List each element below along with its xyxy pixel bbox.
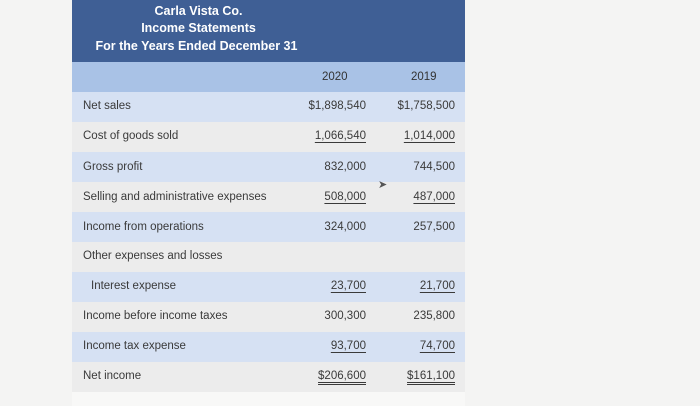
row-label-income-tax: Income tax expense — [83, 340, 186, 352]
year-header-band — [72, 62, 465, 92]
income-operations-2020: 324,000 — [324, 221, 366, 233]
interest-expense-2020: 23,700 — [330, 280, 366, 292]
statement-period: For the Years Ended December 31 — [95, 39, 298, 53]
row-label-income-operations: Income from operations — [83, 221, 204, 233]
cogs-2020: 1,066,540 — [314, 130, 366, 142]
row-label-net-income: Net income — [83, 370, 142, 382]
gross-profit-2019: 744,500 — [413, 161, 455, 173]
row-label-other-expenses: Other expenses and losses — [83, 250, 223, 262]
income-before-taxes-2019: 235,800 — [413, 310, 455, 322]
row-label-interest-expense: Interest expense — [91, 280, 177, 292]
selling-admin-2019: 487,000 — [413, 191, 455, 203]
row-label-cogs: Cost of goods sold — [83, 130, 179, 142]
year-2019-header: 2019 — [411, 71, 437, 83]
cogs-2019: 1,014,000 — [403, 130, 455, 142]
income-tax-2019: 74,700 — [419, 340, 455, 352]
net-income-2020: $206,600 — [318, 370, 366, 382]
income-before-taxes-2020: 300,300 — [324, 310, 366, 322]
year-2020-header: 2020 — [322, 71, 348, 83]
row-label-gross-profit: Gross profit — [83, 161, 143, 173]
income-tax-2020: 93,700 — [330, 340, 366, 352]
row-label-net-sales: Net sales — [83, 100, 131, 112]
net-income-2019: $161,100 — [407, 370, 455, 382]
row-label-selling-admin: Selling and administrative expenses — [83, 191, 267, 203]
income-operations-2019: 257,500 — [413, 221, 455, 233]
selling-admin-2020: 508,000 — [324, 191, 366, 203]
row-label-income-before-taxes: Income before income taxes — [83, 310, 228, 322]
net-sales-2020: $1,898,540 — [308, 100, 366, 112]
statement-header — [72, 0, 465, 62]
statement-title: Income Statements — [141, 21, 256, 35]
mouse-cursor-icon: ➤ — [378, 179, 388, 191]
net-sales-2019: $1,758,500 — [397, 100, 455, 112]
company-name: Carla Vista Co. — [154, 4, 243, 18]
interest-expense-2019: 21,700 — [419, 280, 455, 292]
gross-profit-2020: 832,000 — [324, 161, 366, 173]
